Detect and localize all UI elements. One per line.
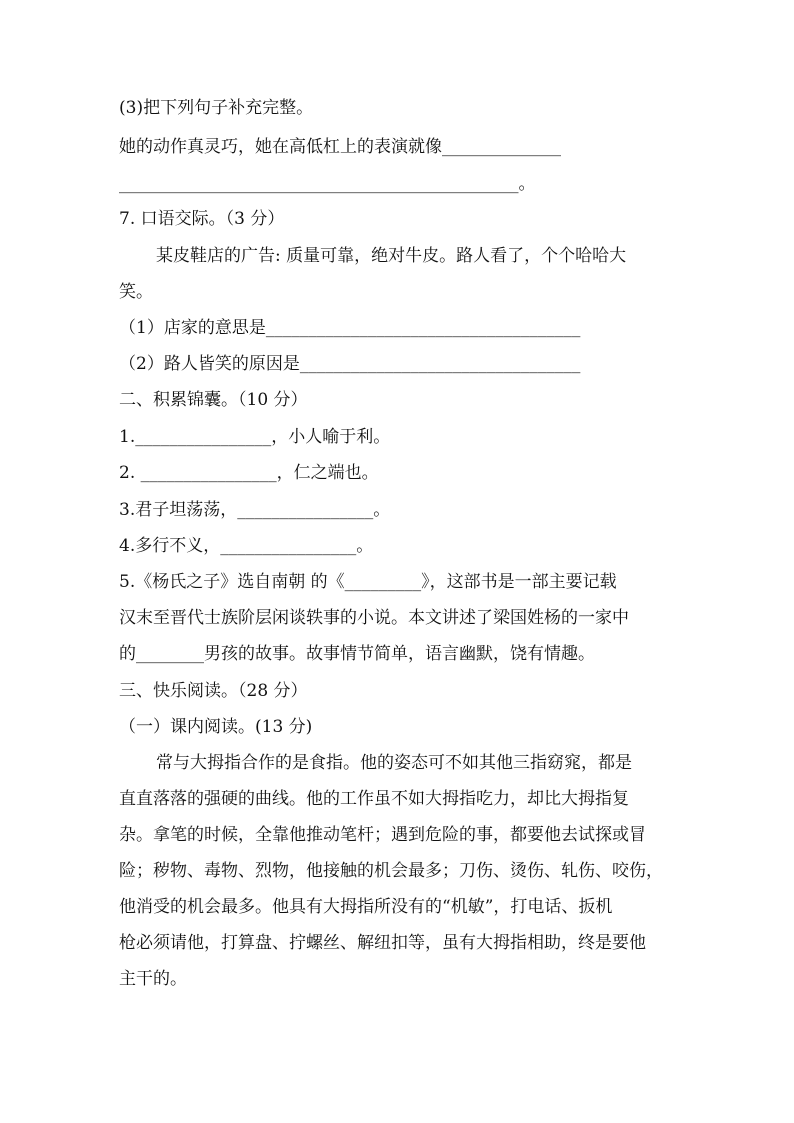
passage-line: 主干的。 xyxy=(119,969,187,989)
passage-line: 杂。拿笔的时候，全靠他推动笔杆；遇到危险的事，都要他去试探或冒 xyxy=(119,825,646,845)
section-2-title: 二、积累锦囊。（10 分） xyxy=(119,390,308,410)
section-2-item-5-line-3: 的________男孩的故事。故事情节简单，语言幽默，饶有情趣。 xyxy=(119,644,595,664)
passage-line: 他消受的机会最多。他具有大拇指所没有的“机敏”，打电话、扳机 xyxy=(119,897,613,917)
section-2-item-5-line-2: 汉末至晋代士族阶层闲谈轶事的小说。本文讲述了梁国姓杨的一家中 xyxy=(119,608,629,628)
section-3-title: 三、快乐阅读。（28 分） xyxy=(119,681,308,701)
question-7-paragraph-line-2: 笑。 xyxy=(119,282,153,302)
question-7-item-2: （2）路人皆笑的原因是_________________________________ xyxy=(119,354,581,374)
section-2-item-3: 3.君子坦荡荡，________________。 xyxy=(119,500,391,520)
question-3-sentence: 她的动作真灵巧，她在高低杠上的表演就像______________ xyxy=(119,137,561,157)
passage-line: 枪必须请他，打算盘、拧螺丝、解纽扣等，虽有大拇指相助，终是要他 xyxy=(119,933,646,953)
question-3-continuation: _______________________________________________。 xyxy=(119,174,536,194)
question-7-item-1: （1）店家的意思是_____________________________________ xyxy=(119,318,581,338)
section-2-item-4: 4.多行不义，________________。 xyxy=(119,536,374,556)
section-2-item-5-line-1: 5.《杨氏之子》选自南朝 的《_________》，这部书是一部主要记载 xyxy=(119,572,617,592)
section-2-item-2: 2. ________________，仁之端也。 xyxy=(119,463,379,483)
question-7-title: 7. 口语交际。（3 分） xyxy=(119,209,285,229)
question-3-title: (3)把下列句子补充完整。 xyxy=(119,98,314,118)
section-3-part-1-title: （一）课内阅读。(13 分) xyxy=(119,717,313,737)
section-2-item-1: 1.________________，小人喻于利。 xyxy=(119,427,391,447)
question-7-paragraph-line-1: 某皮鞋店的广告: 质量可靠，绝对牛皮。路人看了，个个哈哈大 xyxy=(156,246,627,266)
passage-line: 险；秽物、毒物、烈物，他接触的机会最多；刀伤、烫伤、轧伤、咬伤， xyxy=(119,861,663,881)
passage-line: 直直落落的强硬的曲线。他的工作虽不如大拇指吃力，却比大拇指复 xyxy=(119,789,629,809)
passage-line: 常与大拇指合作的是食指。他的姿态可不如其他三指窈窕，都是 xyxy=(156,753,632,773)
